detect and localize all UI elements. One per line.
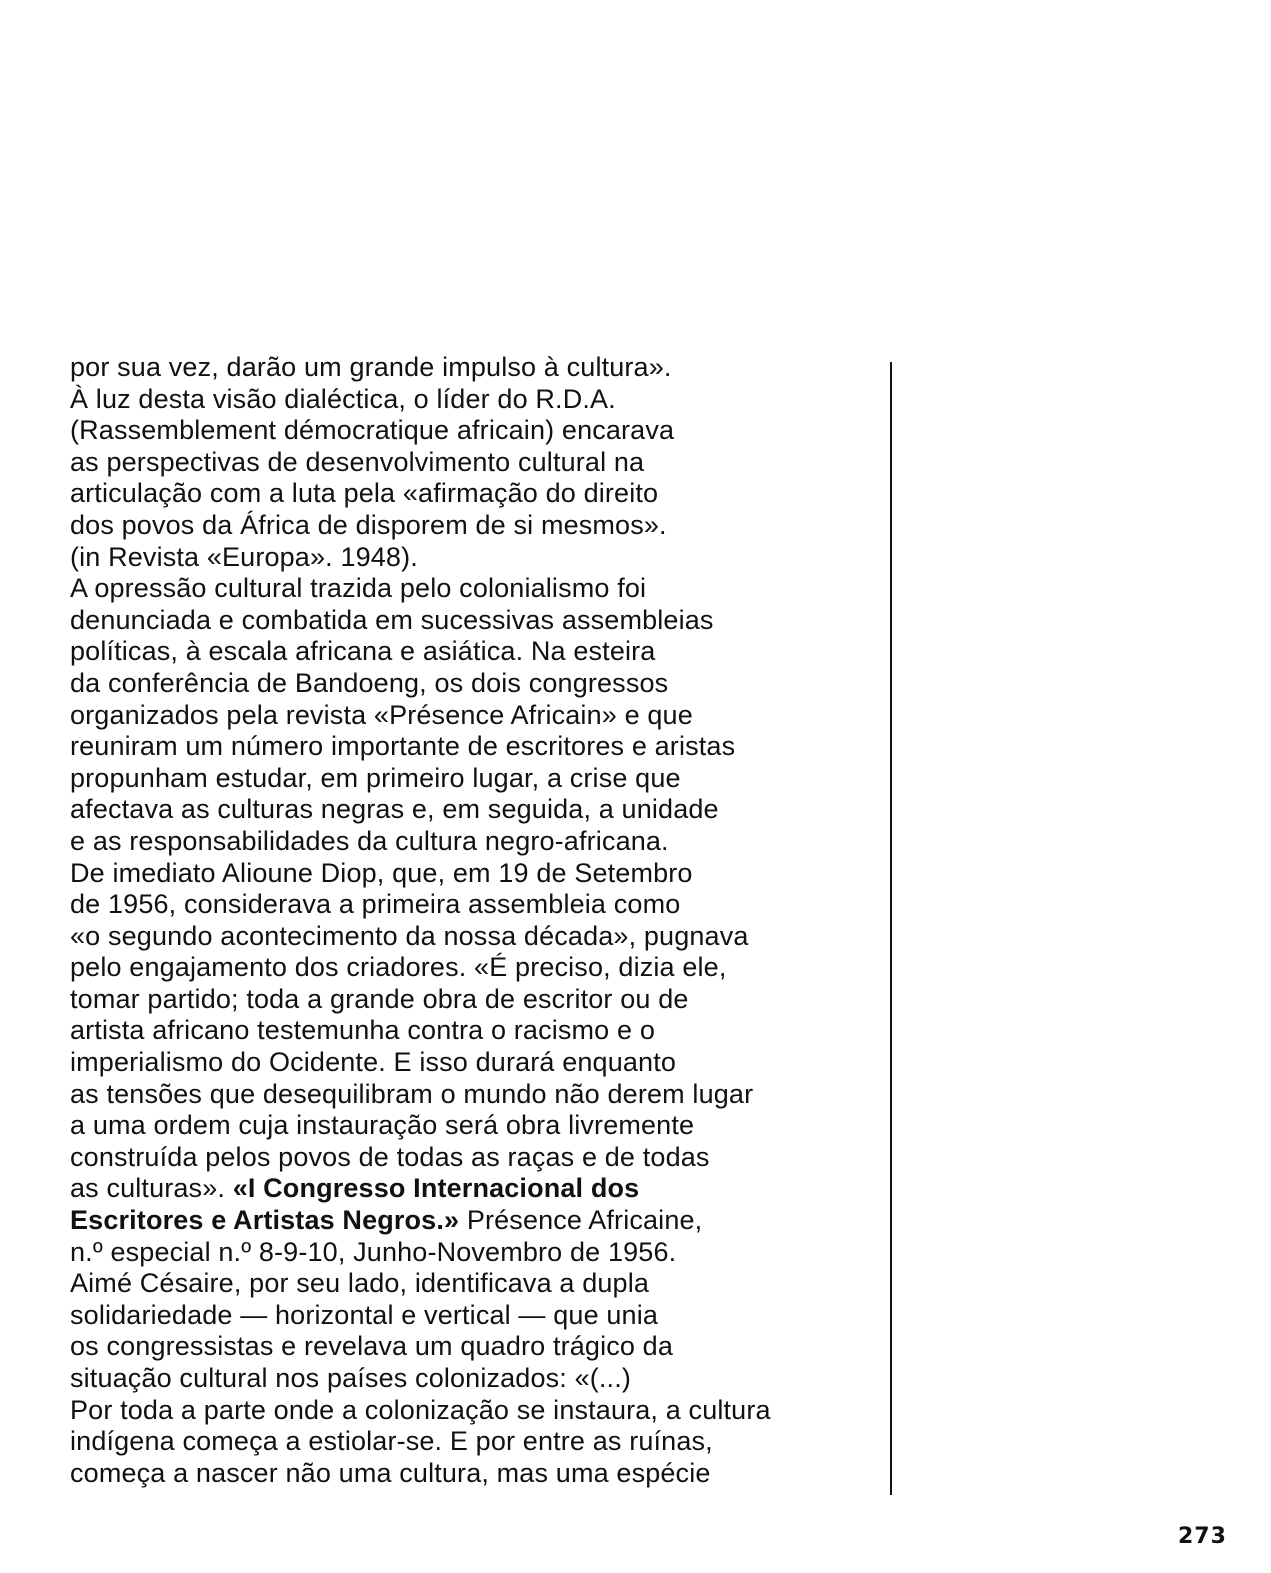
text-line: (in Revista «Europa». 1948). xyxy=(70,541,418,572)
text-line: A opressão cultural trazida pelo colonialismo foi xyxy=(70,573,647,604)
text-line: pelo engajamento dos criadores. «É preciso, dizia ele, xyxy=(70,952,727,983)
text-line: afectava as culturas negras e, em seguida, a unidade xyxy=(70,794,719,825)
text-line: situação cultural nos países colonizados: «(...) xyxy=(70,1363,631,1393)
text-line xyxy=(70,1205,890,1237)
line-regular-part: Présence Africaine, xyxy=(459,1205,703,1236)
text-line: imperialismo do Ocidente. E isso durará enquanto xyxy=(70,1047,677,1078)
text-line: organizados pela revista «Présence Africain» e que xyxy=(70,699,693,730)
text-line: indígena começa a estiolar-se. E por entre as ruínas, xyxy=(70,1426,713,1457)
text-line: propunham estudar, em primeiro lugar, a crise que xyxy=(70,762,681,793)
text-line: Aimé Césaire, por seu lado, identificava a dupla xyxy=(70,1268,650,1299)
vertical-margin-rule xyxy=(890,362,892,1495)
text-line: as perspectivas de desenvolvimento cultural na xyxy=(70,446,645,477)
text-line: e as responsabilidades da cultura negro-africana. xyxy=(70,825,669,856)
text-line: da conferência de Bandoeng, os dois congressos xyxy=(70,667,669,698)
text-line: Por toda a parte onde a colonização se instaura, a cultura xyxy=(70,1394,771,1425)
text-line: tomar partido; toda a grande obra de escritor ou de xyxy=(70,983,689,1014)
line-regular-part: as culturas». xyxy=(70,1173,233,1204)
text-line: a uma ordem cuja instauração será obra livremente xyxy=(70,1110,695,1141)
text-line: denunciada e combatida em sucessivas assembleias xyxy=(70,604,714,635)
text-line xyxy=(70,1173,890,1205)
text-line: «o segundo acontecimento da nossa década», pugnava xyxy=(70,920,749,951)
text-line: políticas, à escala africana e asiática. Na esteira xyxy=(70,636,656,667)
text-line: artista africano testemunha contra o racismo e o xyxy=(70,1015,655,1046)
text-line: De imediato Alioune Diop, que, em 19 de Setembro xyxy=(70,857,693,888)
text-line: solidariedade — horizontal e vertical — que unia xyxy=(70,1299,659,1330)
citation-title-part-2: Escritores e Artistas Negros.» xyxy=(70,1205,460,1236)
text-line: articulação com a luta pela «afirmação do direito xyxy=(70,478,659,509)
text-line: reuniram um número importante de escritores e aristas xyxy=(70,731,736,762)
text-line: por sua vez, darão um grande impulso à cultura». xyxy=(70,352,672,382)
text-line: construída pelos povos de todas as raças e de todas xyxy=(70,1141,710,1172)
text-line: dos povos da África de disporem de si mesmos». xyxy=(70,509,667,540)
text-line: n.º especial n.º 8-9-10, Junho-Novembro de 1956. xyxy=(70,1236,677,1267)
text-line: começa a nascer não uma cultura, mas uma espécie xyxy=(70,1457,711,1488)
text-line: À luz desta visão dialéctica, o líder do R.D.A. xyxy=(70,383,616,414)
page-number: 273 xyxy=(1178,1524,1227,1549)
citation-title-part-1: «I Congresso Internacional dos xyxy=(232,1173,640,1204)
text-line: (Rassemblement démocratique africain) encarava xyxy=(70,415,675,446)
body-text xyxy=(70,352,890,1489)
text-line: os congressistas e revelava um quadro trágico da xyxy=(70,1331,674,1362)
text-line: as tensões que desequilibram o mundo não derem lugar xyxy=(70,1078,754,1109)
text-line: de 1956, considerava a primeira assembleia como xyxy=(70,889,681,920)
